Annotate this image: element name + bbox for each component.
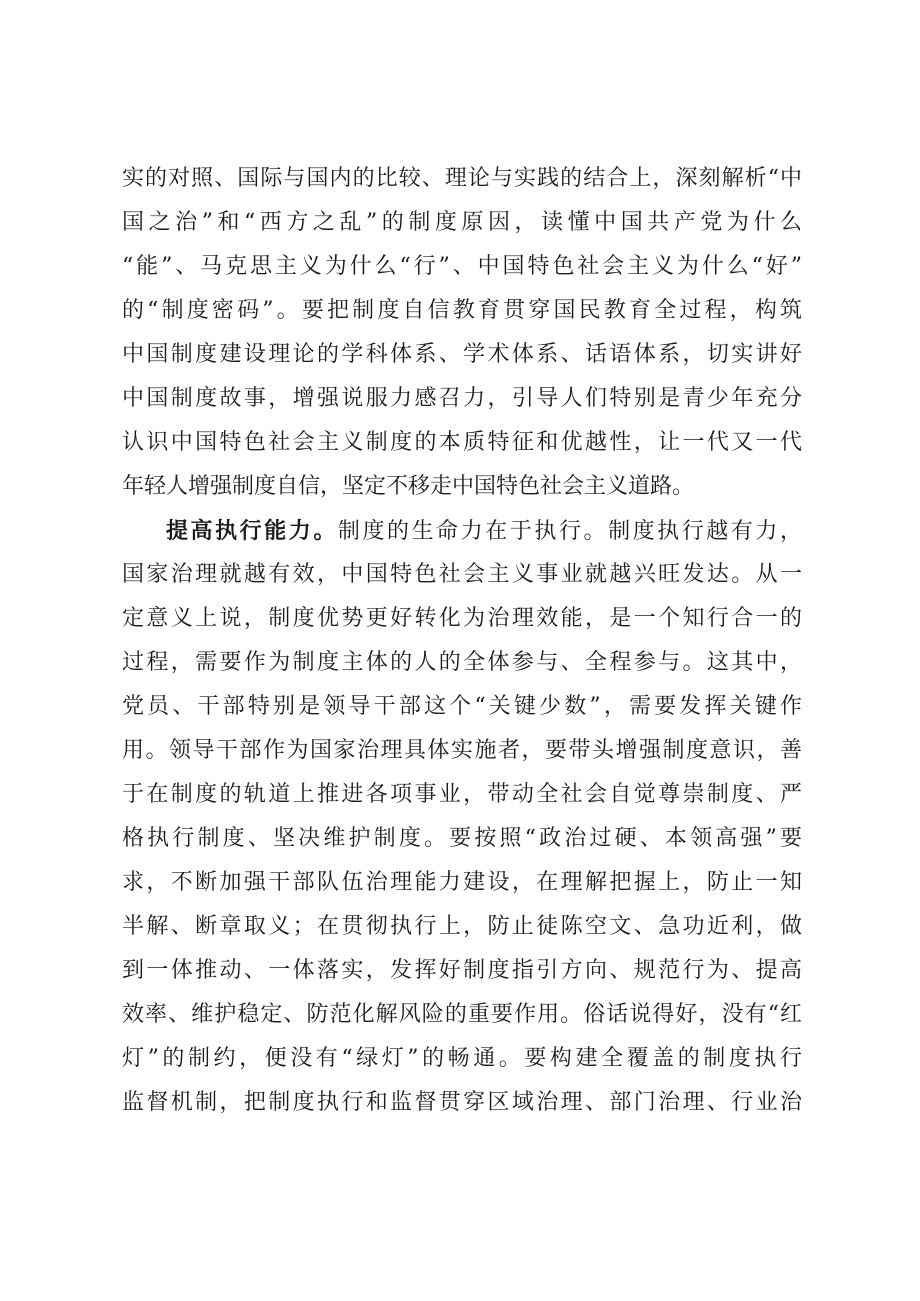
paragraph-line: 用。领导干部作为国家治理具体实施者，要带头增强制度意识，善 xyxy=(122,738,802,763)
paragraph-line: 认识中国特色社会主义制度的本质特征和优越性，让一代又一代 xyxy=(122,430,802,455)
body-text xyxy=(122,157,802,1125)
paragraph-line: 于在制度的轨道上推进各项事业，带动全社会自觉尊崇制度、严 xyxy=(122,782,802,807)
paragraph-line: 监督机制，把制度执行和监督贯穿区域治理、部门治理、行业治 xyxy=(122,1090,802,1115)
paragraph-heading: 提高执行能力。 xyxy=(166,518,338,544)
paragraph-heading-rest: 制度的生命力在于执行。制度执行越有力， xyxy=(337,519,802,544)
paragraph-line: 格执行制度、坚决维护制度。要按照“政治过硬、本领高强”要 xyxy=(122,826,802,851)
paragraph-line: 中国制度建设理论的学科体系、学术体系、话语体系，切实讲好 xyxy=(122,342,802,367)
paragraph-line: 国之治”和“西方之乱”的制度原因，读懂中国共产党为什么 xyxy=(122,210,802,235)
paragraph-line: 实的对照、国际与国内的比较、理论与实践的结合上，深刻解析“中 xyxy=(122,166,802,191)
paragraph-line: 灯”的制约，便没有“绿灯”的畅通。要构建全覆盖的制度执行 xyxy=(122,1046,802,1071)
paragraph-line: 过程，需要作为制度主体的人的全体参与、全程参与。这其中， xyxy=(122,650,802,675)
paragraph-line: 党员、干部特别是领导干部这个“关键少数”，需要发挥关键作 xyxy=(122,694,802,719)
paragraph-line: 求，不断加强干部队伍治理能力建设，在理解把握上，防止一知 xyxy=(122,870,802,895)
paragraph-line: 年轻人增强制度自信，坚定不移走中国特色社会主义道路。 xyxy=(122,474,695,499)
paragraph-line: 国家治理就越有效，中国特色社会主义事业就越兴旺发达。从一 xyxy=(122,562,802,587)
paragraph-line: 中国制度故事，增强说服力感召力，引导人们特别是青少年充分 xyxy=(122,386,802,411)
paragraph-line: 的“制度密码”。要把制度自信教育贯穿国民教育全过程，构筑 xyxy=(122,298,802,323)
paragraph-first-line xyxy=(122,509,802,553)
paragraph-line: 半解、断章取义；在贯彻执行上，防止徒陈空文、急功近利，做 xyxy=(122,914,802,939)
paragraph-2 xyxy=(122,509,802,1125)
paragraph-line: “能”、马克思主义为什么“行”、中国特色社会主义为什么“好” xyxy=(122,254,802,279)
paragraph-line: 到一体推动、一体落实，发挥好制度指引方向、规范行为、提高 xyxy=(122,958,802,983)
paragraph-1 xyxy=(122,157,802,509)
paragraph-line: 效率、维护稳定、防范化解风险的重要作用。俗话说得好，没有“红 xyxy=(122,1002,802,1027)
paragraph-line: 定意义上说，制度优势更好转化为治理效能，是一个知行合一的 xyxy=(122,606,802,631)
